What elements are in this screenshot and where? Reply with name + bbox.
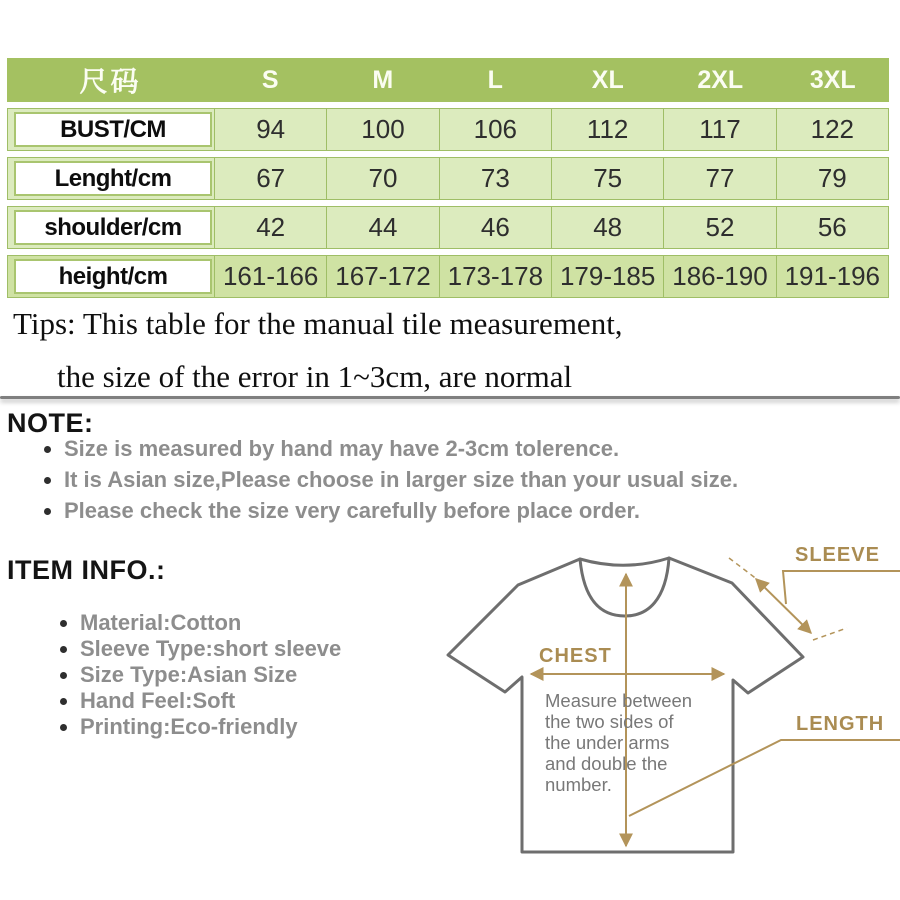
table-cell: 44 bbox=[326, 207, 438, 248]
table-cell: 75 bbox=[551, 158, 663, 199]
note-item-text: Please check the size very carefully before place order. bbox=[64, 498, 640, 523]
row-label-wrap bbox=[8, 158, 214, 199]
row-label-length: Lenght/cm bbox=[14, 161, 212, 196]
bullet-icon bbox=[60, 672, 67, 679]
table-header-3xl: 3XL bbox=[809, 65, 856, 94]
bullet-icon bbox=[44, 477, 51, 484]
tshirt-measurement-diagram bbox=[430, 535, 900, 870]
bullet-icon bbox=[60, 646, 67, 653]
table-cell: 67 bbox=[214, 158, 326, 199]
table-header-m: M bbox=[372, 65, 394, 94]
row-label-wrap bbox=[8, 109, 214, 150]
note-item-text: Size is measured by hand may have 2-3cm tolerence. bbox=[64, 436, 620, 461]
note-heading: NOTE: bbox=[7, 408, 94, 438]
item-info-list-item bbox=[60, 662, 297, 688]
table-cell: 77 bbox=[663, 158, 775, 199]
size-table bbox=[7, 58, 889, 298]
measure-note-line: the under arms bbox=[545, 732, 670, 753]
note-list-item bbox=[44, 467, 738, 493]
table-cell: 70 bbox=[326, 158, 438, 199]
table-cell: 100 bbox=[326, 109, 438, 150]
bullet-icon bbox=[60, 620, 67, 627]
table-header-l: L bbox=[487, 65, 503, 94]
item-info-list-item bbox=[60, 610, 241, 636]
row-label-wrap bbox=[8, 207, 214, 248]
table-cell: 106 bbox=[439, 109, 551, 150]
table-row-bust bbox=[7, 108, 889, 151]
size-table-header-row bbox=[7, 58, 889, 102]
sleeve-leader-line bbox=[783, 571, 900, 604]
item-info-list-item bbox=[60, 714, 298, 740]
table-cell: 173-178 bbox=[439, 256, 551, 297]
item-info-list-item bbox=[60, 688, 235, 714]
table-header-s: S bbox=[261, 65, 279, 94]
table-cell: 161-166 bbox=[214, 256, 326, 297]
section-divider bbox=[0, 396, 900, 399]
bullet-icon bbox=[60, 724, 67, 731]
item-info-text: Hand Feel:Soft bbox=[80, 688, 236, 713]
measure-note-line: the two sides of bbox=[545, 711, 674, 732]
sleeve-dash-tick-bottom bbox=[813, 628, 847, 640]
item-info-list-item bbox=[60, 636, 341, 662]
item-info-text: Printing:Eco-friendly bbox=[80, 714, 298, 739]
chest-label: CHEST bbox=[539, 645, 612, 667]
measure-note-line: and double the bbox=[545, 753, 668, 774]
note-list-item bbox=[44, 498, 640, 524]
table-cell: 56 bbox=[776, 207, 888, 248]
item-info-text: Sleeve Type:short sleeve bbox=[80, 636, 342, 661]
bullet-icon bbox=[60, 698, 67, 705]
table-row-shoulder bbox=[7, 206, 889, 249]
table-header-size: 尺码 bbox=[79, 66, 142, 97]
table-cell: 42 bbox=[214, 207, 326, 248]
item-info-text: Material:Cotton bbox=[80, 610, 242, 635]
measure-note-line: Measure between bbox=[545, 690, 693, 711]
table-row-length bbox=[7, 157, 889, 200]
table-cell: 48 bbox=[551, 207, 663, 248]
row-label-bust: BUST/CM bbox=[14, 112, 212, 147]
item-info-text: Size Type:Asian Size bbox=[80, 662, 298, 687]
table-header-xl: XL bbox=[591, 65, 624, 94]
bullet-icon bbox=[44, 508, 51, 515]
row-label-shoulder: shoulder/cm bbox=[14, 210, 212, 245]
table-cell: 46 bbox=[439, 207, 551, 248]
row-label-height: height/cm bbox=[14, 259, 212, 294]
sleeve-label: SLEEVE bbox=[795, 544, 880, 566]
tips-line-2: the size of the error in 1~3cm, are normal bbox=[57, 359, 573, 394]
table-cell: 191-196 bbox=[776, 256, 888, 297]
table-cell: 122 bbox=[776, 109, 888, 150]
table-cell: 79 bbox=[776, 158, 888, 199]
table-cell: 179-185 bbox=[551, 256, 663, 297]
table-cell: 186-190 bbox=[663, 256, 775, 297]
bullet-icon bbox=[44, 446, 51, 453]
item-info-heading: ITEM INFO.: bbox=[7, 555, 166, 585]
length-label: LENGTH bbox=[796, 713, 885, 735]
tips-line-1: Tips: This table for the manual tile measurement, bbox=[13, 306, 623, 341]
sleeve-dash-tick-top bbox=[729, 558, 758, 580]
table-cell: 112 bbox=[551, 109, 663, 150]
table-cell: 117 bbox=[663, 109, 775, 150]
note-item-text: It is Asian size,Please choose in larger size than your usual size. bbox=[64, 467, 739, 492]
note-list-item bbox=[44, 436, 619, 462]
measure-note-line: number. bbox=[545, 774, 612, 795]
table-cell: 94 bbox=[214, 109, 326, 150]
table-cell: 73 bbox=[439, 158, 551, 199]
table-cell: 52 bbox=[663, 207, 775, 248]
table-header-2xl: 2XL bbox=[697, 65, 744, 94]
table-cell: 167-172 bbox=[326, 256, 438, 297]
table-row-height bbox=[7, 255, 889, 298]
row-label-wrap bbox=[8, 256, 214, 297]
